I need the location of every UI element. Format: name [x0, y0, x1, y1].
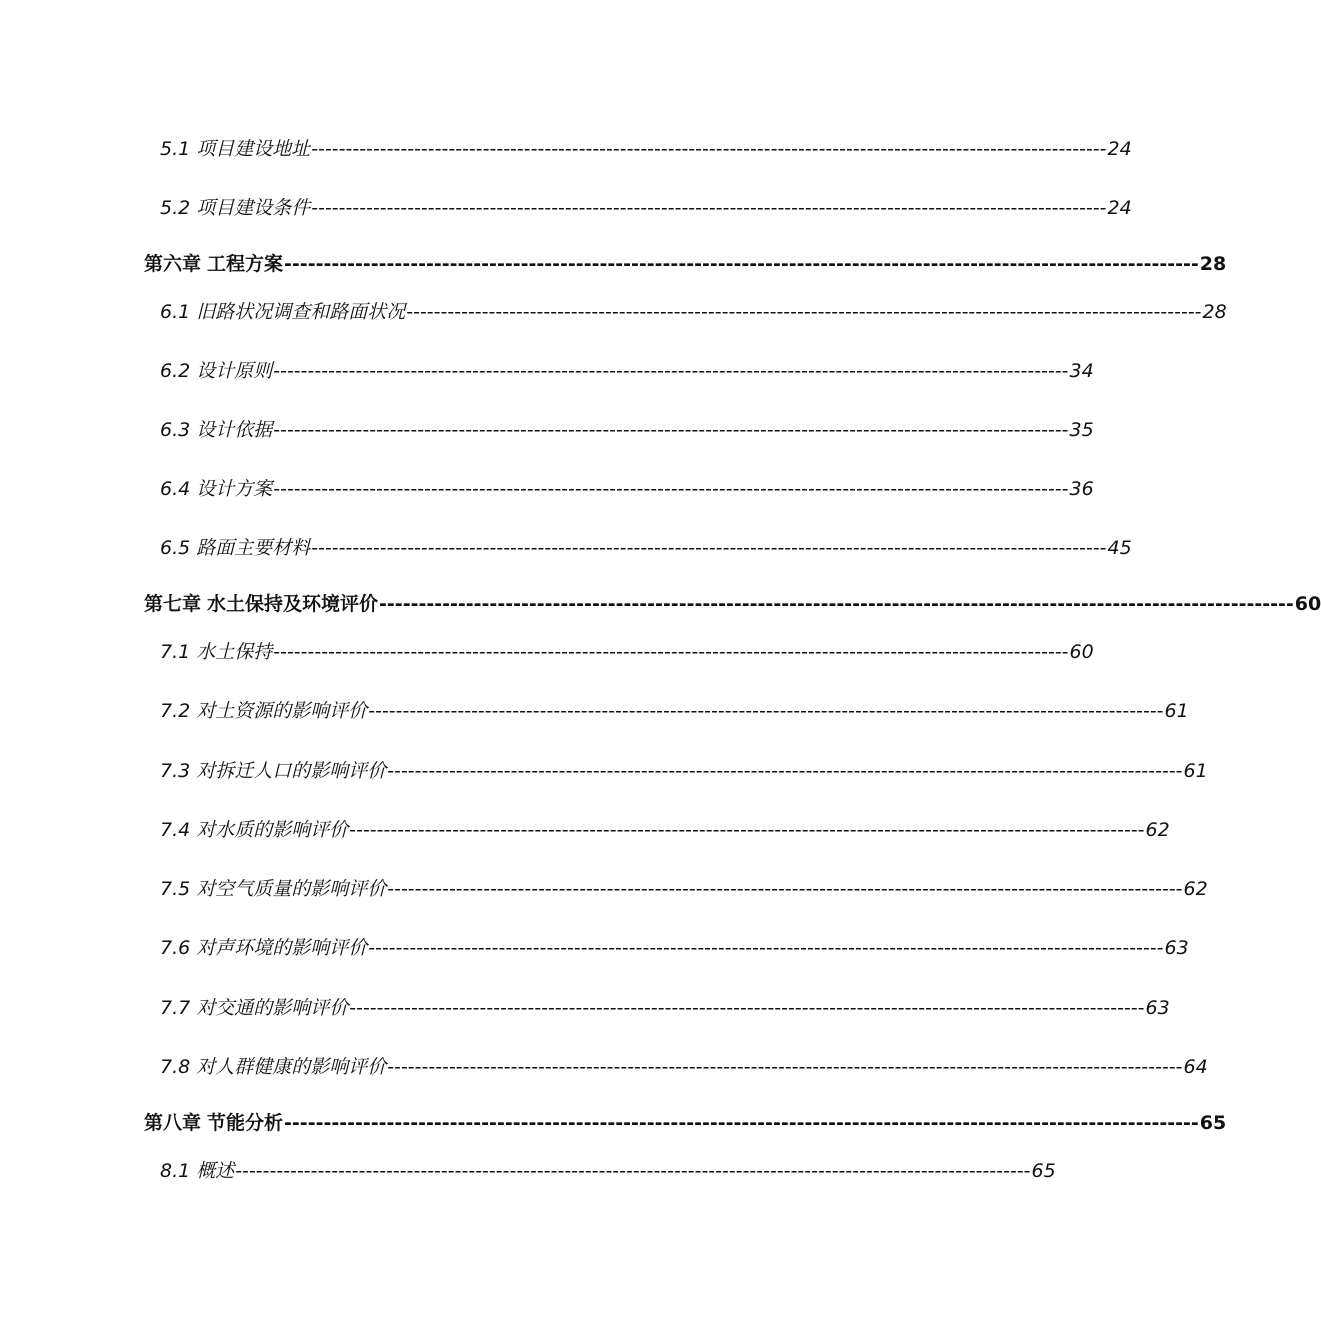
dot-leader: -------------------------------------------------------------------------------------------------------------------- — [387, 760, 1183, 782]
toc-entry-title: 项目建设地址 — [196, 138, 311, 160]
toc-entry-title: 对人群健康的影响评价 — [196, 1056, 387, 1078]
toc-entry[interactable] — [0, 1156, 1056, 1186]
dot-leader: -------------------------------------------------------------------------------------------------------------------- — [273, 478, 1069, 500]
toc-section-7-2[interactable] — [160, 696, 1189, 726]
toc-entry-number: 7.6 — [160, 937, 191, 959]
toc-entry-page: 65 — [1199, 1112, 1227, 1134]
dot-leader: -------------------------------------------------------------------------------------------------------------------- — [284, 253, 1199, 275]
toc-entry-title: 设计方案 — [196, 478, 273, 500]
toc-chapter-7[interactable] — [144, 589, 1321, 619]
toc-entry-title: 对土资源的影响评价 — [196, 700, 368, 722]
toc-entry-page: 64 — [1183, 1056, 1208, 1078]
toc-entry-number: 6.3 — [160, 419, 191, 441]
toc-section-7-1[interactable] — [160, 637, 1094, 667]
toc-entry-page: 61 — [1183, 760, 1208, 782]
dot-leader: -------------------------------------------------------------------------------------------------------------------- — [379, 593, 1294, 615]
toc-entry-number: 7.4 — [160, 819, 191, 841]
toc-entry-page: 28 — [1199, 253, 1227, 275]
toc-entry[interactable] — [0, 815, 1170, 845]
toc-entry-number: 6.2 — [160, 360, 191, 382]
toc-section-7-4[interactable] — [160, 815, 1170, 845]
toc-entry-number: 6.1 — [160, 301, 191, 323]
dot-leader: -------------------------------------------------------------------------------------------------------------------- — [368, 700, 1164, 722]
toc-entry-number: 6.4 — [160, 478, 191, 500]
toc-entry-page: 28 — [1202, 301, 1227, 323]
toc-entry[interactable] — [0, 756, 1208, 786]
toc-entry[interactable] — [0, 1108, 1227, 1138]
dot-leader: -------------------------------------------------------------------------------------------------------------------- — [284, 1112, 1199, 1134]
toc-entry[interactable] — [0, 356, 1094, 386]
toc-entry-number: 5.2 — [160, 197, 191, 219]
toc-section-7-6[interactable] — [160, 933, 1189, 963]
toc-entry-number: 第八章 — [144, 1112, 202, 1134]
dot-leader: -------------------------------------------------------------------------------------------------------------------- — [387, 1056, 1183, 1078]
toc-entry[interactable] — [0, 696, 1189, 726]
toc-chapter-8[interactable] — [144, 1108, 1227, 1138]
toc-entry-title: 对交通的影响评价 — [196, 997, 349, 1019]
toc-section-6-5[interactable] — [160, 533, 1132, 563]
dot-leader: -------------------------------------------------------------------------------------------------------------------- — [273, 641, 1069, 663]
dot-leader: -------------------------------------------------------------------------------------------------------------------- — [368, 937, 1164, 959]
toc-entry-page: 62 — [1145, 819, 1170, 841]
toc-entry-page: 35 — [1069, 419, 1094, 441]
toc-entry[interactable] — [0, 134, 1132, 164]
toc-entry-title: 对空气质量的影响评价 — [196, 878, 387, 900]
toc-entry-page: 63 — [1164, 937, 1189, 959]
toc-entry[interactable] — [0, 933, 1189, 963]
dot-leader: -------------------------------------------------------------------------------------------------------------------- — [311, 537, 1107, 559]
toc-entry[interactable] — [0, 589, 1321, 619]
dot-leader: -------------------------------------------------------------------------------------------------------------------- — [349, 997, 1145, 1019]
toc-entry-title: 对水质的影响评价 — [196, 819, 349, 841]
toc-section-8-1[interactable] — [160, 1156, 1056, 1186]
dot-leader: -------------------------------------------------------------------------------------------------------------------- — [311, 138, 1107, 160]
toc-entry-title: 水土保持及环境评价 — [207, 593, 379, 615]
toc-entry-number: 7.3 — [160, 760, 191, 782]
toc-entry-page: 62 — [1183, 878, 1208, 900]
toc-section-7-8[interactable] — [160, 1052, 1208, 1082]
toc-entry[interactable] — [0, 874, 1208, 904]
toc-entry[interactable] — [0, 297, 1227, 327]
toc-section-7-7[interactable] — [160, 993, 1170, 1023]
toc-entry-page: 61 — [1164, 700, 1189, 722]
toc-entry-page: 63 — [1145, 997, 1170, 1019]
dot-leader: -------------------------------------------------------------------------------------------------------------------- — [349, 819, 1145, 841]
toc-entry-number: 7.2 — [160, 700, 191, 722]
toc-entry-page: 36 — [1069, 478, 1094, 500]
toc-entry[interactable] — [0, 637, 1094, 667]
toc-entry-title: 概述 — [196, 1160, 235, 1182]
toc-entry[interactable] — [0, 533, 1132, 563]
toc-section-6-3[interactable] — [160, 415, 1094, 445]
toc-entry[interactable] — [0, 415, 1094, 445]
toc-section-6-2[interactable] — [160, 356, 1094, 386]
toc-entry-page: 24 — [1107, 197, 1132, 219]
toc-entry-page: 45 — [1107, 537, 1132, 559]
toc-entry-title: 对声环境的影响评价 — [196, 937, 368, 959]
toc-entry-title: 路面主要材料 — [196, 537, 311, 559]
toc-entry-title: 设计依据 — [196, 419, 273, 441]
toc-section-7-5[interactable] — [160, 874, 1208, 904]
toc-entry-number: 5.1 — [160, 138, 191, 160]
toc-entry[interactable] — [0, 249, 1227, 279]
toc-entry[interactable] — [0, 193, 1132, 223]
toc-entry-title: 项目建设条件 — [196, 197, 311, 219]
toc-entry[interactable] — [0, 474, 1094, 504]
toc-entry-number: 7.7 — [160, 997, 191, 1019]
toc-entry-page: 60 — [1294, 593, 1321, 615]
toc-section-5-2[interactable] — [160, 193, 1132, 223]
toc-section-6-4[interactable] — [160, 474, 1094, 504]
toc-entry-page: 60 — [1069, 641, 1094, 663]
toc-entry-title: 节能分析 — [207, 1112, 284, 1134]
toc-section-7-3[interactable] — [160, 756, 1208, 786]
toc-entry-title: 设计原则 — [196, 360, 273, 382]
toc-entry-page: 34 — [1069, 360, 1094, 382]
toc-entry-number: 7.5 — [160, 878, 191, 900]
dot-leader: -------------------------------------------------------------------------------------------------------------------- — [406, 301, 1202, 323]
toc-entry-number: 7.8 — [160, 1056, 191, 1078]
toc-entry-title: 对拆迁人口的影响评价 — [196, 760, 387, 782]
toc-entry[interactable] — [0, 993, 1170, 1023]
toc-entry[interactable] — [0, 1052, 1208, 1082]
dot-leader: -------------------------------------------------------------------------------------------------------------------- — [273, 419, 1069, 441]
toc-section-6-1[interactable] — [160, 297, 1227, 327]
toc-chapter-6[interactable] — [144, 249, 1227, 279]
toc-entry-number: 7.1 — [160, 641, 191, 663]
dot-leader: -------------------------------------------------------------------------------------------------------------------- — [273, 360, 1069, 382]
toc-entry-title: 工程方案 — [207, 253, 284, 275]
toc-entry-title: 水土保持 — [196, 641, 273, 663]
toc-entry-number: 第六章 — [144, 253, 202, 275]
toc-entry-number: 第七章 — [144, 593, 202, 615]
toc-section-5-1[interactable] — [160, 134, 1132, 164]
toc-entry-number: 6.5 — [160, 537, 191, 559]
toc-entry-title: 旧路状况调查和路面状况 — [196, 301, 406, 323]
dot-leader: -------------------------------------------------------------------------------------------------------------------- — [311, 197, 1107, 219]
toc-entry-number: 8.1 — [160, 1160, 191, 1182]
dot-leader: -------------------------------------------------------------------------------------------------------------------- — [387, 878, 1183, 900]
dot-leader: -------------------------------------------------------------------------------------------------------------------- — [235, 1160, 1031, 1182]
toc-entry-page: 65 — [1031, 1160, 1056, 1182]
toc-entry-page: 24 — [1107, 138, 1132, 160]
